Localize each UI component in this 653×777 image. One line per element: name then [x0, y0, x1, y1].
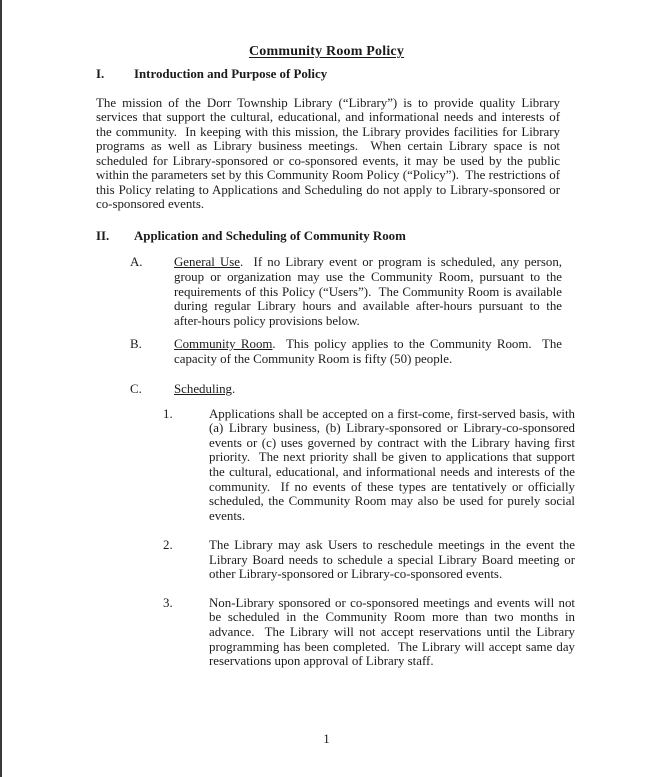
item-text: [174, 337, 566, 366]
page-title-text: Community Room Policy: [248, 44, 405, 59]
lettered-item-b: [130, 337, 653, 366]
item-label: Scheduling: [174, 382, 233, 397]
section-numeral: I.: [96, 67, 105, 81]
item-letter: C.: [130, 382, 142, 397]
section-heading-text: Application and Scheduling of Community Room: [134, 228, 406, 243]
item-text: [174, 255, 566, 328]
lettered-item-a: [130, 255, 653, 328]
numbered-item-3: [163, 596, 653, 669]
numbered-item-2: [163, 538, 653, 582]
item-separator: .: [240, 255, 254, 270]
item-letter: A.: [130, 255, 143, 270]
lettered-item-c: [130, 382, 653, 397]
item-body: This policy applies to the Community Room. The capacity of the Community Room is fifty (50) people.: [174, 337, 566, 366]
section-heading-1: [96, 67, 653, 82]
item-separator: .: [232, 382, 236, 397]
intro-paragraph: The mission of the Dorr Township Library (“Library”) is to provide quality Library services that support the cultural, educational, and informational needs and interests of the community. In keeping with this mission, the Library provides facilities for Library programs as well as Library business meetings. When certain Library space is not scheduled for Library-sponsored or co-sponsored events, it may be used by the public within the parameters set by this Community Room Policy (“Policy”). The restrictions of this Policy relating to Applications and Scheduling do not apply to Library-sponsored or co-sponsored events.: [96, 95, 564, 212]
item-separator: .: [272, 337, 287, 352]
item-body: The Library may ask Users to reschedule meetings in the event the Library Board needs to schedule a special Library Board meeting or other Library-sponsored or Library-co-sponsored events.: [209, 538, 579, 582]
item-number: 3.: [163, 595, 173, 610]
section-heading-text: Introduction and Purpose of Policy: [134, 67, 328, 81]
page-number: 1: [323, 732, 330, 746]
section-numeral: II.: [96, 228, 110, 243]
item-number: 1.: [163, 406, 173, 421]
page-left-edge: [0, 0, 2, 777]
item-label: General Use: [174, 255, 240, 270]
item-body: Applications shall be accepted on a first-come, first-served basis, with (a) Library business, (b) Library-sponsored or Library-co-sponsored events or (c) uses governed by contract with the Library having first priority. The next priority shall be given to applications that support the cultural, educational, and informational needs and interests of the community. If no events of these types are tentatively or officially scheduled, the Community Room may also be used for purely social events.: [209, 406, 579, 523]
numbered-item-1: [163, 407, 653, 523]
item-body: Non-Library sponsored or co-sponsored meetings and events will not be scheduled in the Community Room more than two months in advance. The Library will not accept reservations until the Library programming has been completed. The Library will accept same day reservations upon approval of Library staff.: [209, 595, 579, 669]
item-number: 2.: [163, 538, 173, 553]
item-body: If no Library event or program is scheduled, any person, group or organization may use the Community Room, pursuant to the requirements of this Policy (“Users”). The Community Room is available during regular Library hours and available after-hours pursuant to the after-hours policy provisions below.: [174, 255, 566, 328]
item-letter: B.: [130, 337, 142, 352]
section-heading-2: [96, 229, 653, 244]
item-label: Community Room: [174, 337, 273, 352]
page-title: [0, 43, 653, 60]
item-text: [174, 382, 562, 397]
